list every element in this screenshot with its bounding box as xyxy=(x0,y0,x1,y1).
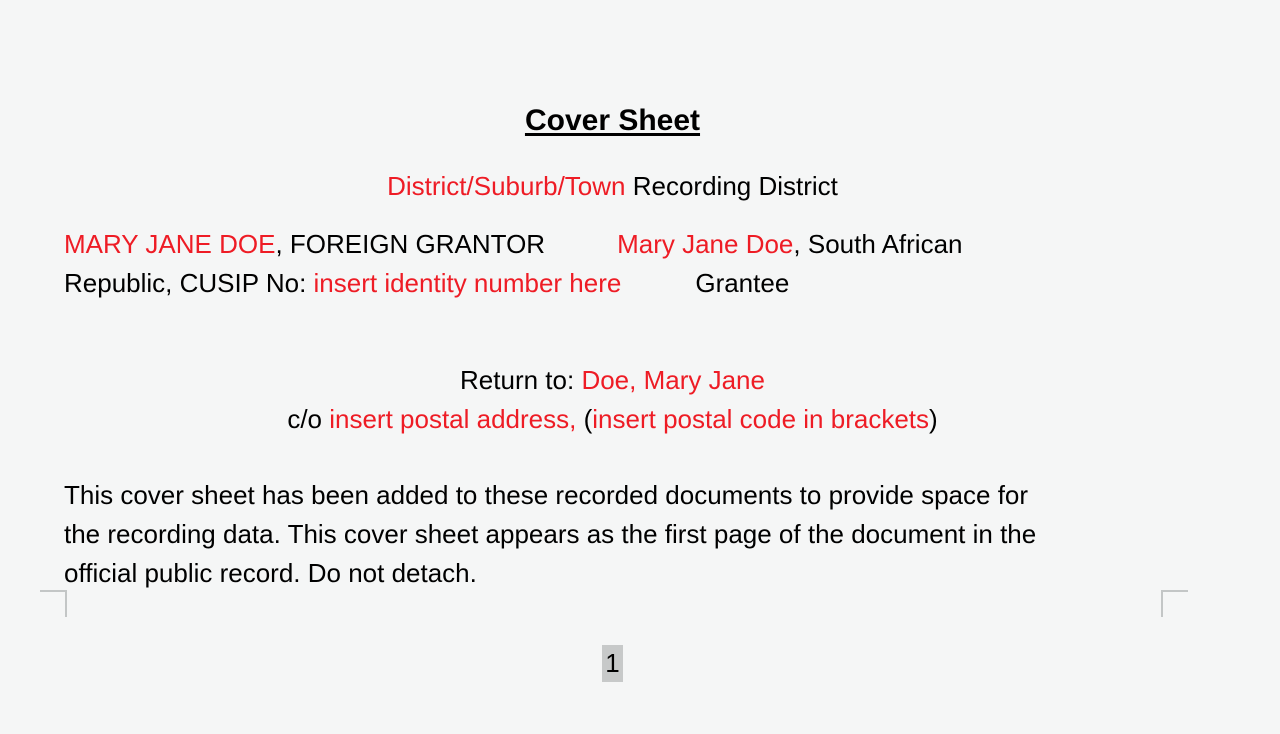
text-boundary-mark-left xyxy=(40,590,67,617)
paren-open: ( xyxy=(576,404,593,434)
notice-paragraph xyxy=(64,476,1161,593)
notice-line-2: the recording data. This cover sheet appears as the first page of the document in the xyxy=(64,519,1037,549)
postal-code-placeholder[interactable]: insert postal code in brackets xyxy=(592,404,929,434)
cusip-placeholder[interactable]: insert identity number here xyxy=(313,268,622,298)
notice-line-1: This cover sheet has been added to these recorded documents to provide space for xyxy=(64,480,1029,510)
grantee-nationality-label: , South African xyxy=(793,229,963,259)
district-placeholder[interactable]: District/Suburb/Town xyxy=(387,171,626,201)
parties-line-2 xyxy=(64,264,1161,303)
tab-space xyxy=(621,291,695,292)
page-number-field[interactable]: 1 xyxy=(602,645,622,682)
recording-district-label: Recording District xyxy=(625,171,838,201)
return-to-line-2 xyxy=(64,400,1161,439)
notice-line-3: official public record. Do not detach. xyxy=(64,558,477,588)
tab-space xyxy=(545,252,617,253)
text-boundary-mark-right xyxy=(1161,590,1188,617)
document-content xyxy=(64,0,1161,734)
cusip-label: Republic, CUSIP No: xyxy=(64,268,314,298)
grantee-name[interactable]: Mary Jane Doe xyxy=(617,229,794,259)
document-title xyxy=(64,102,1161,140)
parties-paragraph xyxy=(64,225,1161,303)
paren-close: ) xyxy=(929,404,938,434)
postal-address-placeholder[interactable]: insert postal address, xyxy=(329,404,577,434)
care-of-label: c/o xyxy=(287,404,330,434)
document-title-text: Cover Sheet xyxy=(524,104,701,137)
grantor-role-label: , FOREIGN GRANTOR xyxy=(275,229,546,259)
grantee-role-label: Grantee xyxy=(695,268,790,298)
return-to-label: Return to: xyxy=(460,365,582,395)
parties-line-1 xyxy=(64,225,1161,264)
return-to-paragraph xyxy=(64,361,1161,439)
page-footer xyxy=(64,645,1161,682)
return-to-line-1 xyxy=(64,361,1161,400)
grantor-name[interactable]: MARY JANE DOE xyxy=(64,229,276,259)
return-to-name[interactable]: Doe, Mary Jane xyxy=(581,365,765,395)
recording-district-line xyxy=(64,170,1161,202)
